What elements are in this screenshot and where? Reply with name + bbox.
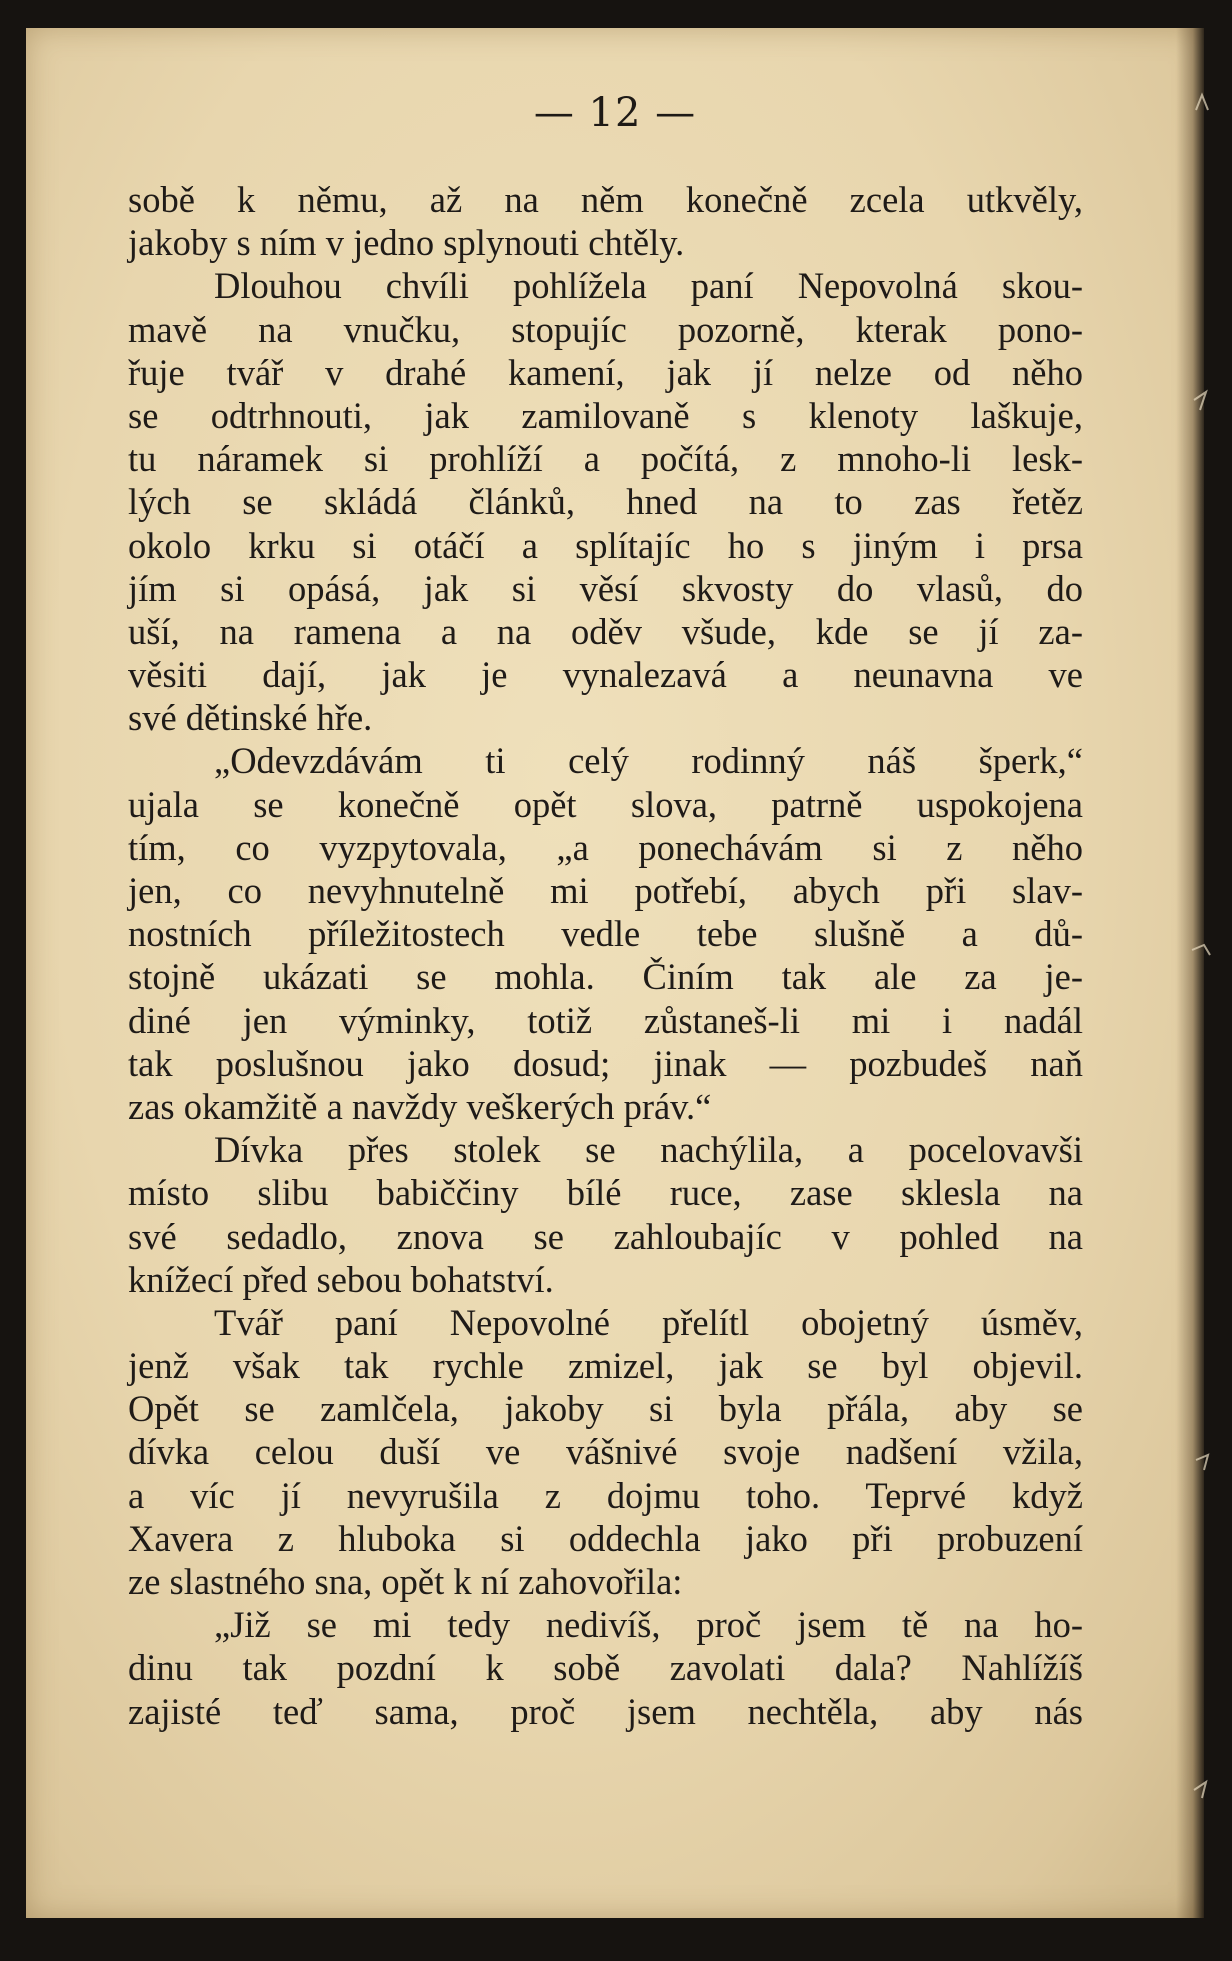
text-line: stojně ukázati se mohla. Činím tak ale za je- — [128, 956, 1083, 998]
text-line: dinu tak pozdní k sobě zavolati dala? Nahlížíš — [128, 1647, 1083, 1689]
text-line: uší, na ramena a na oděv všude, kde se jí za- — [128, 610, 1083, 652]
text-line: jenž však tak rychle zmizel, jak se byl objevil. — [128, 1345, 1083, 1387]
text-line: zas okamžitě a navždy veškerých práv.“ — [128, 1085, 712, 1127]
text-line: mavě na vnučku, stopujíc pozorně, kterak pono- — [128, 308, 1083, 350]
text-line: jím si opásá, jak si věsí skvosty do vlasů, do — [128, 567, 1083, 609]
text-line: tak poslušnou jako dosud; jinak — pozbudeš naň — [128, 1042, 1083, 1084]
text-line: lých se skládá článků, hned na to zas řetěz — [128, 481, 1083, 523]
text-line: nostních příležitostech vedle tebe slušně a dů- — [128, 913, 1083, 955]
text-line: Opět se zamlčela, jakoby si byla přála, aby se — [128, 1388, 1083, 1430]
text-line: jen, co nevyhnutelně mi potřebí, abych při slav- — [128, 870, 1083, 911]
book-page — [26, 28, 1204, 1918]
text-line: místo slibu babiččiny bílé ruce, zase sklesla na — [128, 1172, 1083, 1214]
text-line: Dívka přes stolek se nachýlila, a pocelovavši — [214, 1129, 1083, 1171]
text-line: Dlouhou chvíli pohlížela paní Nepovolná skou- — [214, 265, 1083, 307]
text-line: tím, co vyzpytovala, „a ponechávám si z něho — [128, 826, 1083, 868]
text-line: sobě k němu, až na něm konečně zcela utkvěly, — [128, 179, 1083, 220]
text-line: své dětinské hře. — [128, 697, 373, 739]
text-line: zajisté teď sama, proč jsem nechtěla, aby nás — [128, 1690, 1083, 1732]
margin-mark — [1196, 1455, 1208, 1470]
ink-marks — [1192, 95, 1210, 1798]
body-text — [128, 178, 1083, 1733]
text-line: a víc jí nevyrušila z dojmu toho. Teprvé když — [128, 1474, 1083, 1516]
text-line: „Odevzdávám ti celý rodinný náš šperk,“ — [214, 740, 1083, 782]
margin-mark — [1194, 1782, 1206, 1798]
text-line: okolo krku si otáčí a splítajíc ho s jiným i prsa — [128, 524, 1083, 566]
text-line: Xavera z hluboka si oddechla jako při probuzení — [128, 1517, 1083, 1559]
page-number: — 12 — — [533, 90, 697, 136]
text-line: řuje tvář v drahé kamení, jak jí nelze od něho — [128, 351, 1083, 393]
text-line: ze slastného sna, opět k ní zahovořila: — [128, 1561, 683, 1602]
text-line: Tvář paní Nepovolné přelítl obojetný úsměv, — [214, 1301, 1083, 1343]
margin-marks — [1190, 0, 1220, 1961]
text-line: se odtrhnouti, jak zamilovaně s klenoty laškuje, — [128, 394, 1083, 436]
text-line: věsiti dají, jak je vynalezavá a neunavna ve — [128, 654, 1083, 696]
text-line: své sedadlo, znova se zahloubajíc v pohled na — [128, 1215, 1083, 1257]
text-line: tu náramek si prohlíží a počítá, z mnoho-li lesk- — [128, 438, 1083, 480]
text-line: jakoby s ním v jedno splynouti chtěly. — [128, 222, 685, 264]
text-line: knížecí před sebou bohatství. — [128, 1258, 554, 1300]
text-line: dívka celou duší ve vášnivé svoje nadšení vžila, — [128, 1431, 1083, 1473]
margin-mark — [1192, 945, 1210, 955]
margin-mark — [1194, 392, 1206, 410]
text-line: „Již se mi tedy nedivíš, proč jsem tě na ho- — [214, 1604, 1083, 1646]
margin-mark — [1196, 95, 1208, 110]
text-line: diné jen výminky, totiž zůstaneš-li mi i nadál — [128, 999, 1083, 1041]
text-line: ujala se konečně opět slova, patrně uspokojena — [128, 783, 1083, 825]
